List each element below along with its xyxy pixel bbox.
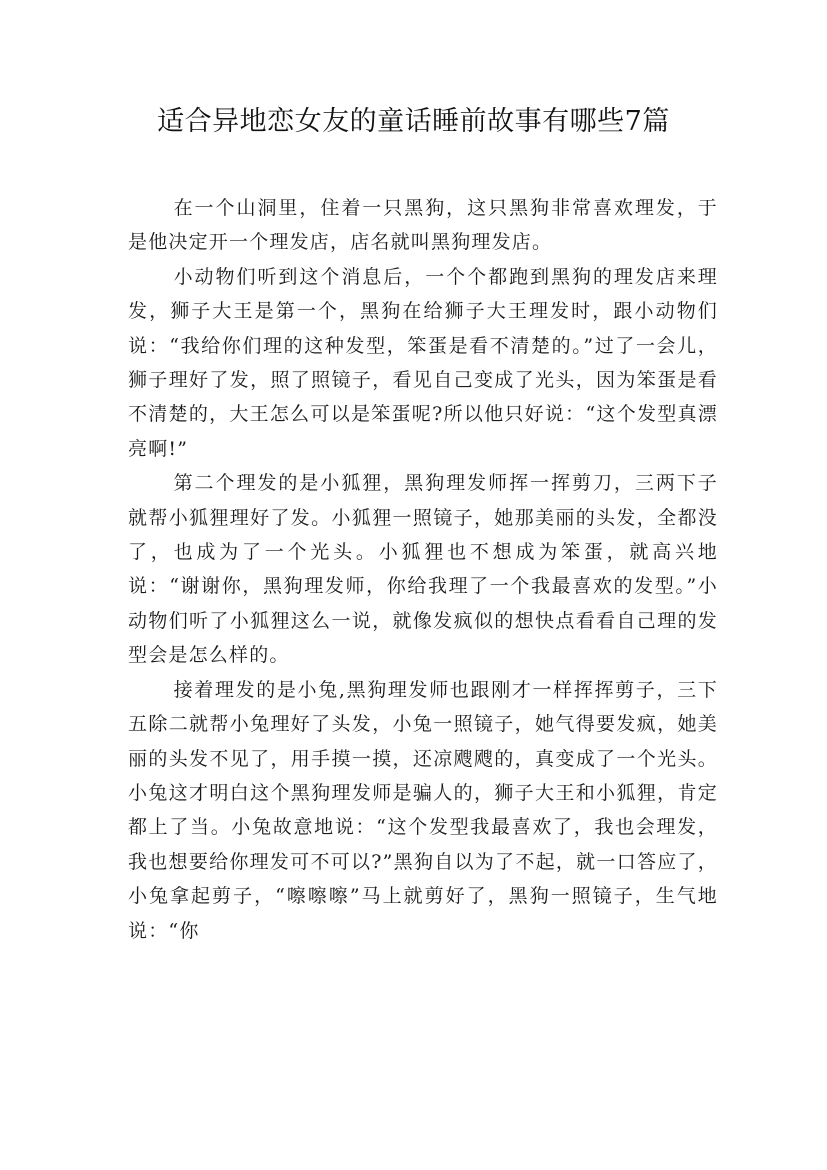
paragraph-3: 第二个理发的是小狐狸，黑狗理发师挥一挥剪刀，三两下子就帮小狐狸理好了发。小狐狸一照镜子，她那美丽的头发，全都没了，也成为了一个光头。小狐狸也不想成为笨蛋，就高兴地说：“谢谢你，黑狗理发师，你给我理了一个我最喜欢的发型。”小动物们听了小狐狸这么一说，就像发疯似的想快点看看自己理的发型会是怎么样的。	[128, 472, 718, 667]
paragraph-1: 在一个山洞里，住着一只黑狗，这只黑狗非常喜欢理发，于是他决定开一个理发店，店名就叫黑狗理发店。	[128, 197, 718, 254]
document-body	[128, 191, 718, 948]
paragraph-2: 小动物们听到这个消息后，一个个都跑到黑狗的理发店来理发，狮子大王是第一个，黑狗在给狮子大王理发时，跟小动物们说：“我给你们理的这种发型，笨蛋是看不清楚的。”过了一会儿，狮子理好了发，照了照镜子，看见自己变成了光头，因为笨蛋是看不清楚的，大王怎么可以是笨蛋呢?所以他只好说：“这个发型真漂亮啊!”	[128, 265, 718, 460]
document-title: 适合异地恋女友的童话睡前故事有哪些7篇	[157, 106, 670, 137]
paragraph-4: 接着理发的是小兔,黑狗理发师也跟刚才一样挥挥剪子，三下五除二就帮小兔理好了头发，小兔一照镜子，她气得要发疯，她美丽的头发不见了，用手摸一摸，还凉飕飕的，真变成了一个光头。小兔这才明白这个黑狗理发师是骗人的，狮子大王和小狐狸，肯定都上了当。小兔故意地说：“这个发型我最喜欢了，我也会理发，我也想要给你理发可不可以?”黑狗自以为了不起，就一口答应了，小兔拿起剪子，“嚓嚓嚓”马上就剪好了，黑狗一照镜子，生气地说：“你	[128, 678, 718, 942]
